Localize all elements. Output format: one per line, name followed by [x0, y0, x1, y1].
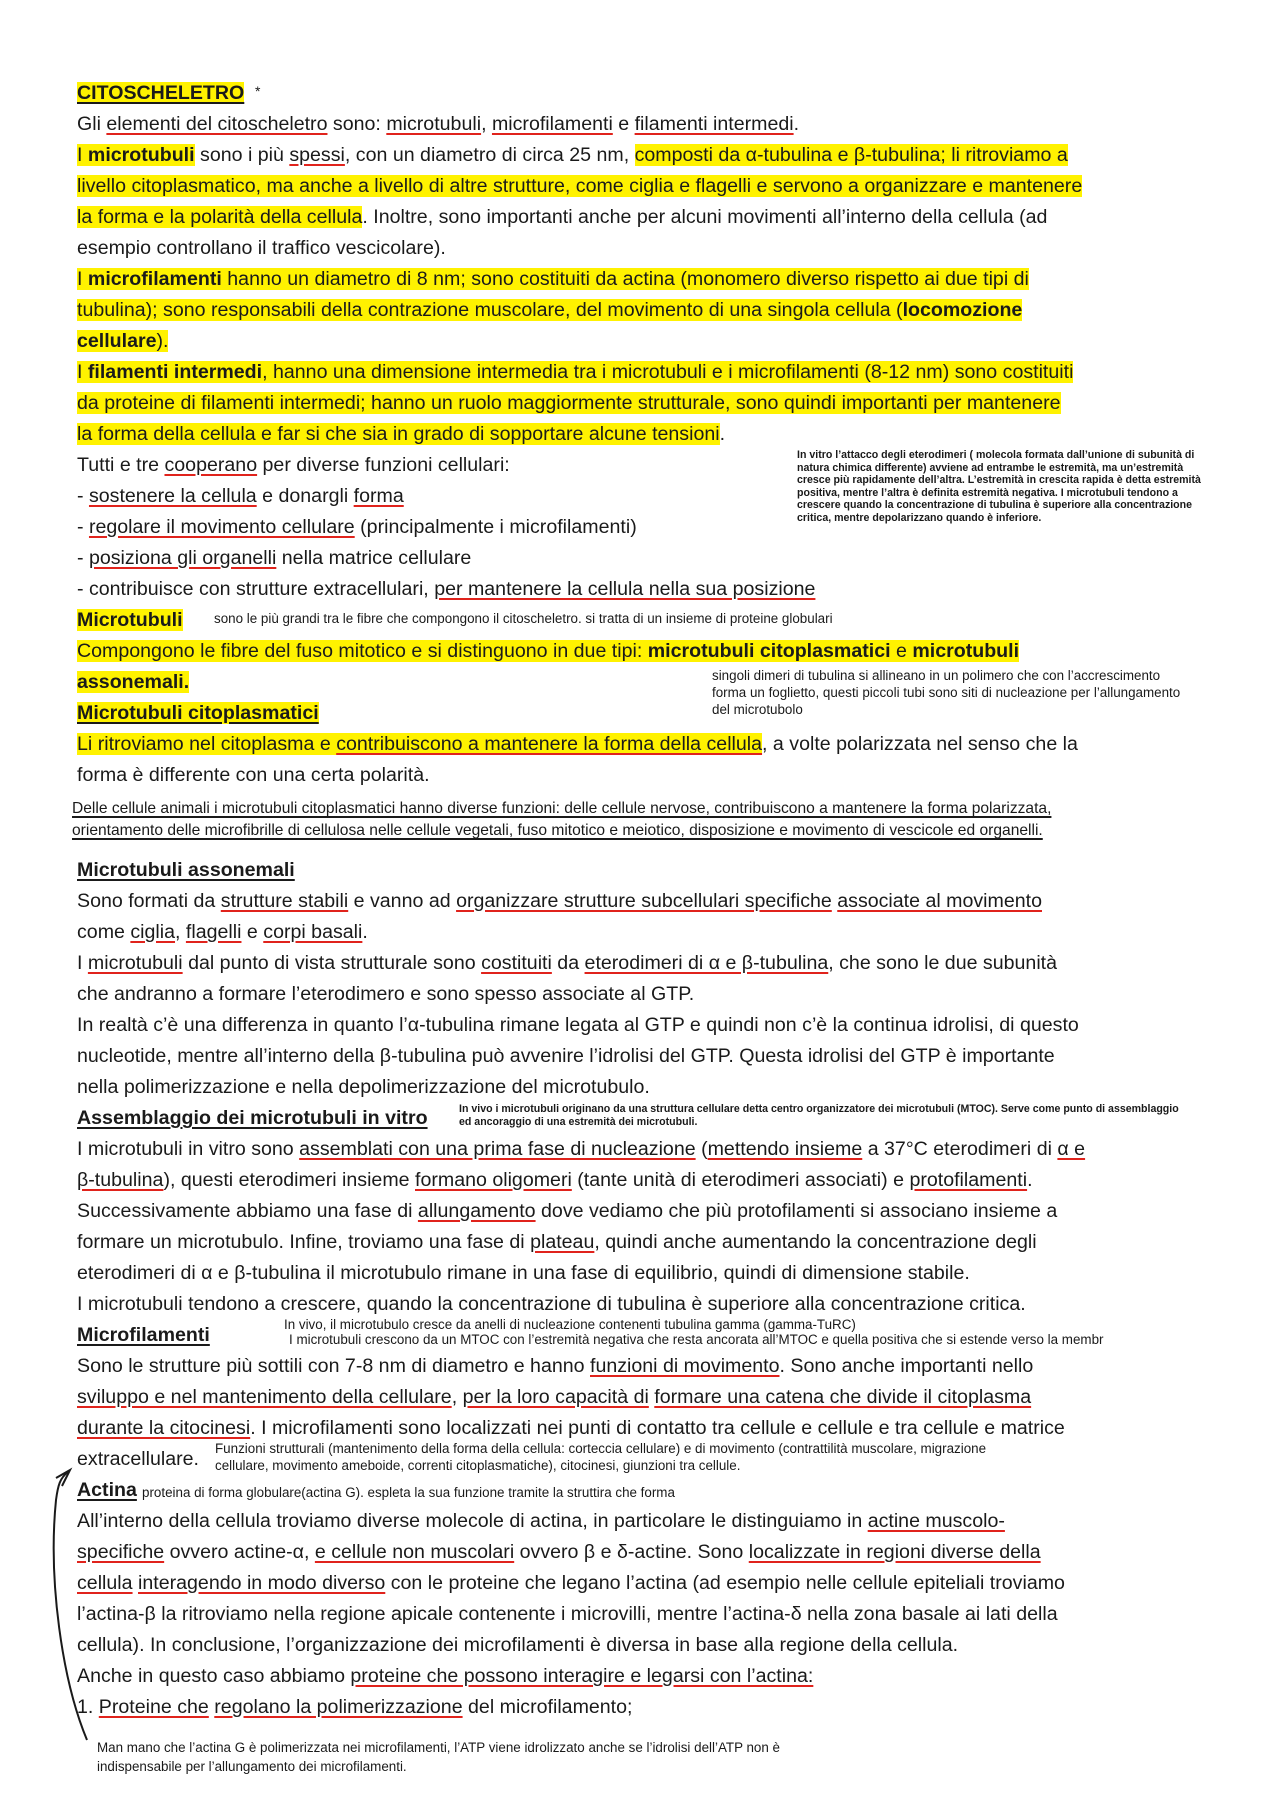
- text: nucleotide, mentre all’interno della β-tubulina può avvenire l’idrolisi del GTP. Questa idrolisi del GTP è importante: [77, 1045, 1055, 1067]
- text: filamenti intermedi: [634, 113, 794, 135]
- text: e vanno ad: [348, 890, 457, 912]
- text: forma è differente con una certa polarità.: [77, 764, 430, 786]
- text: associate al movimento: [837, 890, 1042, 912]
- text: come: [77, 921, 131, 943]
- text: Sono le strutture più sottili con 7-8 nm di diametro e hanno: [77, 1355, 590, 1377]
- text: mettendo insieme: [707, 1138, 863, 1160]
- note-dimers: singoli dimeri di tubulina si allineano in un polimero che con l’accrescimento forma un foglietto, questi piccoli tubi sono siti di nucleazione per l’allungamento del microtubolo: [712, 668, 1181, 717]
- text: . I microfilamenti sono localizzati nei punti di contatto tra cellule e cellule e tra cellule e matrice: [250, 1417, 1065, 1439]
- text: ,: [175, 921, 186, 943]
- text: orientamento delle microfibrille di cellulosa nelle cellule vegetali, fuso mitotico e meiotico, disposizione e movimento di vescicole ed organelli.: [72, 822, 1043, 839]
- text: flagelli: [185, 921, 242, 943]
- text: . Inoltre, sono importanti anche per alcuni movimenti all’interno della cellula (ad: [362, 206, 1048, 228]
- title-text: CITOSCHELETRO: [77, 82, 245, 104]
- text: Man mano che l’actina G è polimerizzata nei microfilamenti, l’ATP viene idrolizzato anche se l’idrolisi dell’ATP non è: [97, 1740, 780, 1755]
- text: I: [77, 144, 88, 166]
- text: formare un microtubulo. Infine, troviamo una fase di: [77, 1231, 531, 1253]
- text: che andranno a formare l’eterodimero e sono spesso associate al GTP.: [77, 983, 695, 1005]
- text: (: [695, 1138, 708, 1160]
- text: strutture stabili: [220, 890, 349, 912]
- text: e donargli: [256, 485, 354, 507]
- text: ,: [451, 1386, 463, 1408]
- text: per mantenere la cellula nella sua posizione: [434, 578, 816, 600]
- text: esempio controllano il traffico vescicolare).: [77, 237, 446, 259]
- text: I: [77, 268, 88, 290]
- note-mtoc: In vivo i microtubuli originano da una struttura cellulare detta centro organizzatore dei microtubuli (MTOC). Serve come punto di assemblaggio ed ancoraggio di una estremità dei microtubuli.: [459, 1103, 1179, 1128]
- text: e: [241, 921, 264, 943]
- text: (tante unità di eterodimeri associati) e: [571, 1169, 910, 1191]
- text: , quindi anche aumentando la concentrazione degli: [594, 1231, 1037, 1253]
- text: Delle cellule animali i microtubuli citoplasmatici hanno diverse funzioni: delle cellule nervose, contribuiscono a mantenere la forma polarizzata,: [72, 800, 1052, 817]
- text: microtubuli: [386, 113, 482, 135]
- text: plateau: [530, 1231, 595, 1253]
- text: forma: [353, 485, 404, 507]
- text: I microtubuli tendono a crescere, quando la concentrazione di tubulina è superiore alla concentrazione critica.: [77, 1293, 1026, 1315]
- text: cellulare: [77, 330, 157, 352]
- text: sviluppo e nel mantenimento della cellulare: [77, 1386, 452, 1408]
- heading-assonemali: Microtubuli assonemali: [77, 859, 295, 881]
- text: Li ritroviamo nel citoplasma e: [77, 733, 337, 755]
- text: extracellulare.: [77, 1448, 199, 1470]
- text: del microfilamento;: [462, 1696, 633, 1718]
- text: β-tubulina: [77, 1169, 164, 1191]
- note-actina-g: proteina di forma globulare(actina G). espleta la sua funzione tramite la struttira che forma: [142, 1485, 675, 1500]
- text: Actina: [77, 1479, 137, 1501]
- text: corpi basali: [263, 921, 363, 943]
- text: .: [719, 423, 726, 445]
- text: sono i più: [194, 144, 290, 166]
- text: I: [77, 361, 88, 383]
- text: costituiti: [481, 952, 552, 974]
- text: microfilamenti: [87, 268, 222, 290]
- text: nella matrice cellulare: [276, 547, 472, 569]
- text: microfilamenti: [491, 113, 613, 135]
- text: Microfilamenti: [77, 1324, 210, 1346]
- text: assemblati con una prima fase di nucleazione: [299, 1138, 696, 1160]
- text: tubulina); sono responsabili della contrazione muscolare, del movimento di una singola cellula (: [77, 299, 903, 321]
- text: protofilamenti: [909, 1169, 1028, 1191]
- text: I microtubuli in vitro sono: [77, 1138, 300, 1160]
- text: assonemali.: [77, 671, 190, 693]
- text: All’interno della cellula troviamo diverse molecole di actina, in particolare le distinguiamo in: [77, 1510, 868, 1532]
- text: a 37°C eterodimeri di: [862, 1138, 1058, 1160]
- text: Sono formati da: [77, 890, 221, 912]
- text: livello citoplasmatico, ma anche a livello di altre strutture, come ciglia e flagelli e servono a organizzare e mantenere: [77, 175, 1083, 197]
- text: In realtà c’è una differenza in quanto l’α-tubulina rimane legata al GTP e quindi non c’è la continua idrolisi, di questo: [77, 1014, 1079, 1036]
- text: , hanno una dimensione intermedia tra i microtubuli e i microfilamenti (8-12 nm) sono costituiti: [262, 361, 1074, 383]
- text: locomozione: [902, 299, 1023, 321]
- text: proteine che possono interagire e legarsi con l’actina:: [350, 1665, 814, 1687]
- text: hanno un diametro di 8 nm; sono costituiti da actina (monomero diverso rispetto ai due tipi di: [221, 268, 1029, 290]
- text: formano oligomeri: [415, 1169, 572, 1191]
- text: funzioni di movimento: [590, 1355, 780, 1377]
- text: sono:: [327, 113, 387, 135]
- text: , con un diametro di circa 25 nm,: [344, 144, 635, 166]
- text: microtubuli: [87, 144, 195, 166]
- text: Anche in questo caso abbiamo: [77, 1665, 351, 1687]
- text: -: [77, 547, 89, 569]
- text: I: [77, 952, 88, 974]
- note-gamma-turc: In vivo, il microtubulo cresce da anelli di nucleazione contenenti tubulina gamma (gamma-TuRC): [284, 1317, 856, 1332]
- text: -: [77, 516, 89, 538]
- text: .: [362, 921, 368, 943]
- text: ), questi eterodimeri insieme: [163, 1169, 415, 1191]
- text: cellula). In conclusione, l’organizzazione dei microfilamenti è diversa in base alla regione della cellula.: [77, 1634, 959, 1656]
- text: Compongono le fibre del fuso mitotico e si distinguono in due tipi:: [77, 640, 648, 662]
- text: indispensabile per l’allungamento dei microfilamenti.: [97, 1759, 407, 1774]
- text: da: [551, 952, 585, 974]
- text: composti da α-tubulina e β-tubulina; li ritroviamo a: [634, 144, 1068, 166]
- text: .: [793, 113, 800, 135]
- text: ,: [481, 113, 492, 135]
- text: actine muscolo-: [867, 1510, 1005, 1532]
- text: α e: [1057, 1138, 1086, 1160]
- text: Assemblaggio dei microtubuli in vitro: [77, 1107, 428, 1129]
- text: eterodimeri di α e β-tubulina: [584, 952, 829, 974]
- text: ovvero β e δ-actine. Sono: [514, 1541, 749, 1563]
- text: per la loro capacità di: [462, 1386, 649, 1408]
- text: formare una catena che divide il citoplasma: [654, 1386, 1032, 1408]
- text: interagendo in modo diverso: [138, 1572, 386, 1594]
- text: e: [890, 640, 913, 662]
- text: filamenti intermedi: [87, 361, 263, 383]
- text: Microtubuli citoplasmatici: [77, 702, 319, 724]
- text: cooperano: [164, 454, 258, 476]
- note-heterodimers: In vitro l’attacco degli eterodimeri ( molecola formata dall’unione di subunità di natura chimica differente) avviene ad entrambe le estremità, ma un’estremità cresce più rapidamente dell’altra. L’estremità in crescita rapida è detta estremità positiva, mentre l’altra è definita estremità negativa. I microtubuli tendono a crescere quando la concentrazione di tubulina è superiore alla concentrazione critica, mentre depolarizzano quando è inferiore.: [797, 449, 1201, 524]
- text: e cellule non muscolari: [314, 1541, 515, 1563]
- text: ovvero actine-α,: [164, 1541, 315, 1563]
- text: microtubuli: [87, 952, 183, 974]
- text: spessi: [289, 144, 345, 166]
- text: ciglia: [130, 921, 176, 943]
- note-microtubuli: sono le più grandi tra le fibre che compongono il citoscheletro. si tratta di un insieme di proteine globulari: [214, 611, 833, 626]
- text: Successivamente abbiamo una fase di: [77, 1200, 418, 1222]
- text: regolano la polimerizzazione: [214, 1696, 463, 1718]
- text: Proteine che: [98, 1696, 209, 1718]
- text: da proteine di filamenti intermedi; hanno un ruolo maggiormente strutturale, sono quindi importanti per mantenere: [77, 392, 1061, 414]
- text: l’actina-β la ritroviamo nella regione apicale contenente i microvilli, mentre l’actina-δ nella zona basale ai lati della: [77, 1603, 1058, 1625]
- text: dove vediamo che più protofilamenti si associano insieme a: [535, 1200, 1058, 1222]
- text: , a volte polarizzata nel senso che la: [762, 733, 1078, 755]
- note-mtoc-growth: I microtubuli crescono da un MTOC con l’estremità negativa che resta ancorata all’MTOC e quella positiva che si estende verso la membr: [289, 1332, 1104, 1347]
- text: allungamento: [417, 1200, 536, 1222]
- text: Funzioni strutturali (mantenimento della forma della cellula: corteccia cellulare) e di movimento (contrattilità muscolare, migrazione: [215, 1441, 987, 1456]
- text: nella polimerizzazione e nella depolimerizzazione del microtubulo.: [77, 1076, 650, 1098]
- text: - contribuisce con strutture extracellulari,: [77, 578, 435, 600]
- text: Tutti e tre: [77, 454, 165, 476]
- text: specifiche: [77, 1541, 165, 1563]
- text: -: [77, 485, 89, 507]
- text: contribuiscono a mantenere la forma della cellula: [336, 733, 763, 755]
- text: cellula: [77, 1572, 133, 1594]
- text: con le proteine che legano l’actina (ad esempio nelle cellule epiteliali troviamo: [385, 1572, 1065, 1594]
- text: , che sono le due subunità: [828, 952, 1058, 974]
- text: posiziona gli organelli: [88, 547, 277, 569]
- text: Gli: [77, 113, 107, 135]
- text: la forma e la polarità della cellula: [77, 206, 363, 228]
- text: cellulare, movimento ameboide, correnti citoplasmatiche), citocinesi, giunzioni tra cellule.: [215, 1458, 741, 1473]
- text: Microtubuli: [77, 609, 183, 631]
- text: microtubuli: [912, 640, 1020, 662]
- text: eterodimeri di α e β-tubulina il microtubulo rimane in una fase di equilibrio, quindi di dimensione stabile.: [77, 1262, 970, 1284]
- text: 1.: [77, 1696, 99, 1718]
- text: e: [612, 113, 635, 135]
- text: durante la citocinesi: [77, 1417, 251, 1439]
- text: localizzate in regioni diverse della: [748, 1541, 1041, 1563]
- text: la forma della cellula e far si che sia in grado di sopportare alcune tensioni: [77, 423, 720, 445]
- text: ).: [156, 330, 169, 352]
- text: sostenere la cellula: [88, 485, 257, 507]
- title-asterisk: *: [255, 83, 261, 99]
- text: microtubuli citoplasmatici: [647, 640, 891, 662]
- text: .: [1027, 1169, 1033, 1191]
- text: dal punto di vista strutturale sono: [182, 952, 482, 974]
- text: (principalmente i microfilamenti): [354, 516, 637, 538]
- text: . Sono anche importanti nello: [779, 1355, 1034, 1377]
- text: elementi del citoscheletro: [106, 113, 328, 135]
- text: per diverse funzioni cellulari:: [257, 454, 510, 476]
- text: organizzare strutture subcellulari specifiche: [456, 890, 832, 912]
- text: regolare il movimento cellulare: [88, 516, 355, 538]
